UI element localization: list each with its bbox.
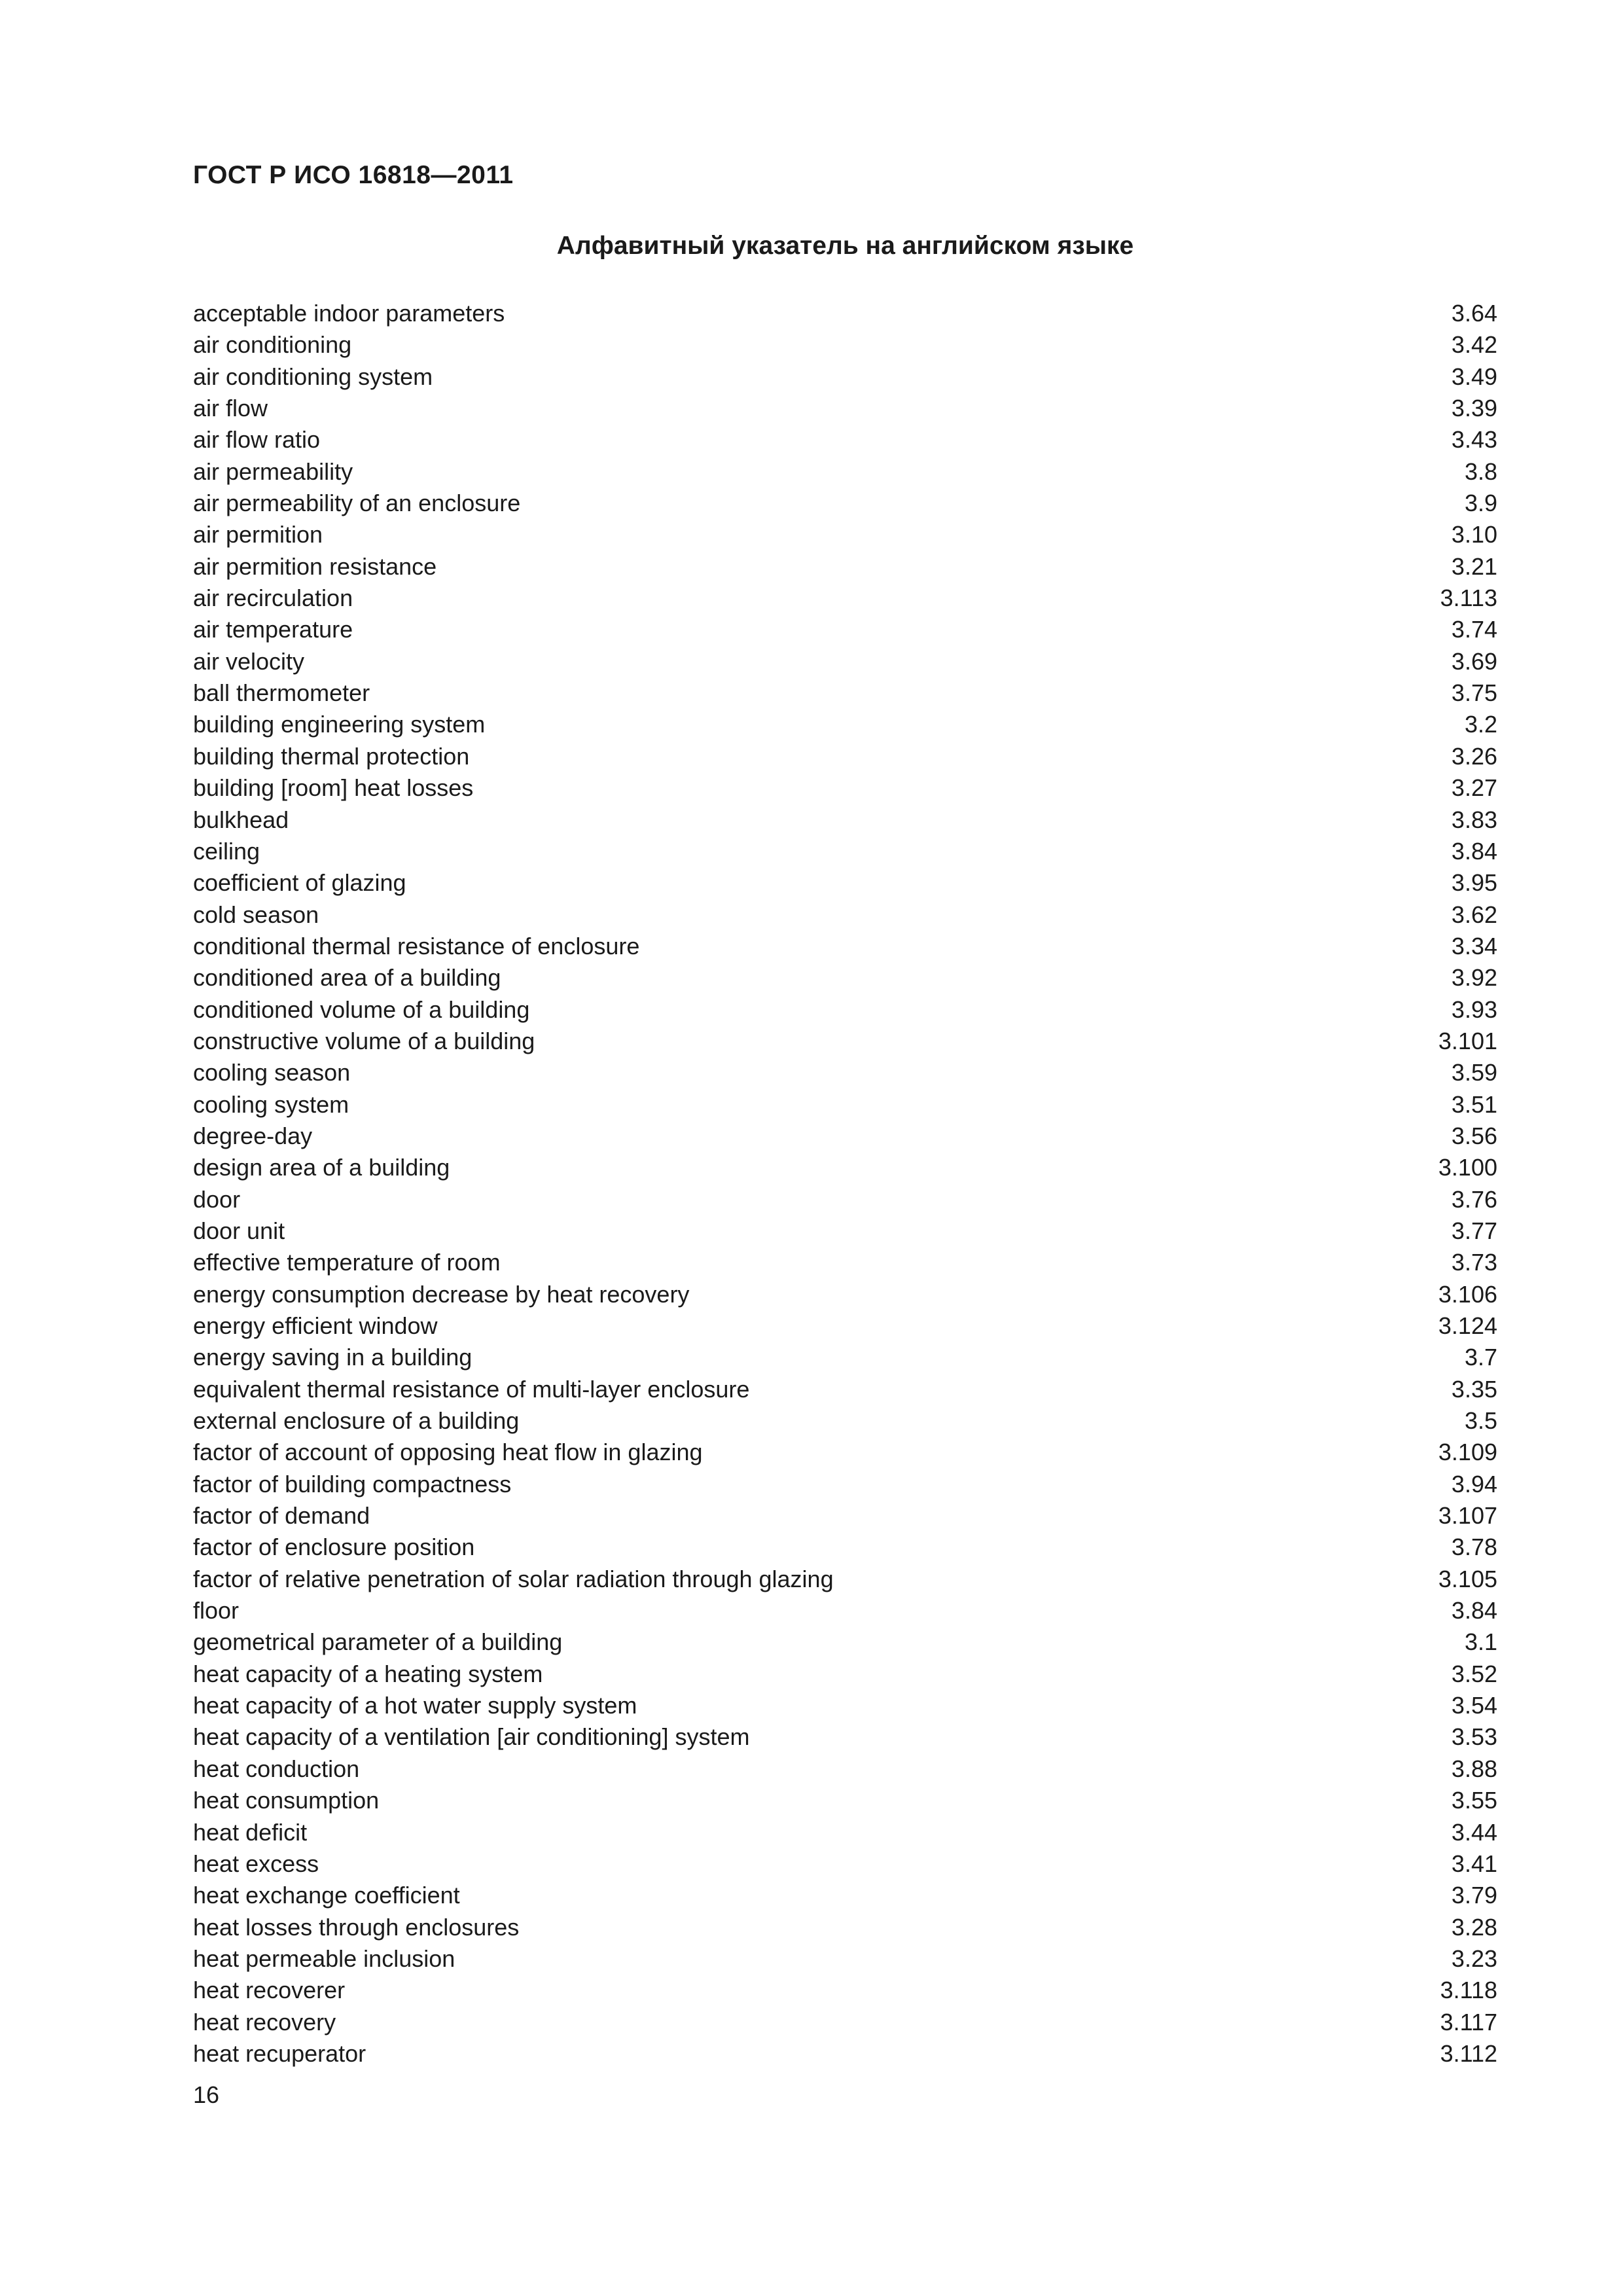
index-entry <box>193 1659 1497 1690</box>
index-term: cooling system <box>193 1090 349 1118</box>
index-entry <box>193 741 1497 772</box>
index-entry <box>193 424 1497 456</box>
index-term: heat capacity of a hot water supply system <box>193 1692 637 1719</box>
index-term: cold season <box>193 901 319 928</box>
index-term: heat losses through enclosures <box>193 1913 520 1941</box>
index-reference: 3.105 <box>1438 1565 1497 1592</box>
index-reference: 3.113 <box>1440 584 1497 612</box>
index-entry <box>193 1975 1497 2006</box>
index-entry <box>193 994 1497 1026</box>
index-entry <box>193 1785 1497 1816</box>
index-entry <box>193 931 1497 962</box>
index-reference: 3.75 <box>1451 679 1497 707</box>
index-reference: 3.55 <box>1451 1787 1497 1814</box>
index-reference: 3.41 <box>1451 1850 1497 1877</box>
index-reference: 3.62 <box>1451 901 1497 928</box>
index-term: design area of a building <box>193 1154 450 1181</box>
index-entry <box>193 1848 1497 1880</box>
index-term: ceiling <box>193 837 260 865</box>
index-reference: 3.49 <box>1451 363 1497 390</box>
standard-designation: ГОСТ Р ИСО 16818—2011 <box>193 161 514 189</box>
index-term: floor <box>193 1597 240 1624</box>
index-entry <box>193 899 1497 931</box>
index-term: energy efficient window <box>193 1312 438 1339</box>
index-term: heat recoverer <box>193 1977 346 2004</box>
index-term: air conditioning <box>193 331 352 359</box>
index-entry <box>193 1279 1497 1310</box>
index-entry <box>193 1089 1497 1121</box>
index-entry <box>193 1437 1497 1468</box>
index-entry <box>193 1184 1497 1215</box>
index-entry <box>193 1721 1497 1753</box>
index-reference: 3.64 <box>1451 300 1497 327</box>
index-entry <box>193 867 1497 899</box>
index-reference: 3.34 <box>1451 932 1497 960</box>
index-reference: 3.79 <box>1451 1882 1497 1909</box>
index-entry <box>193 1342 1497 1373</box>
index-reference: 3.88 <box>1451 1755 1497 1782</box>
index-reference: 3.53 <box>1451 1723 1497 1751</box>
index-term: cooling season <box>193 1059 351 1086</box>
index-term: heat capacity of a heating system <box>193 1660 543 1687</box>
index-reference: 3.84 <box>1451 837 1497 865</box>
index-reference: 3.28 <box>1451 1913 1497 1941</box>
index-term: building thermal protection <box>193 742 470 770</box>
index-entry <box>193 2007 1497 2038</box>
index-term: building engineering system <box>193 711 486 738</box>
index-entry <box>193 1121 1497 1152</box>
index-entry <box>193 614 1497 645</box>
index-entry <box>193 1595 1497 1626</box>
index-term: energy saving in a building <box>193 1344 473 1371</box>
index-entry <box>193 1500 1497 1532</box>
index-reference: 3.74 <box>1451 616 1497 643</box>
index-reference: 3.109 <box>1438 1439 1497 1466</box>
index-entry <box>193 1532 1497 1563</box>
index-entry <box>193 1753 1497 1785</box>
index-reference: 3.76 <box>1451 1185 1497 1213</box>
index-entry <box>193 1215 1497 1247</box>
page-number: 16 <box>193 2081 220 2108</box>
index-entry <box>193 709 1497 740</box>
index-entry <box>193 1247 1497 1278</box>
index-reference: 3.107 <box>1438 1502 1497 1530</box>
index-reference: 3.112 <box>1440 2039 1497 2067</box>
index-term: air temperature <box>193 616 353 643</box>
index-reference: 3.35 <box>1451 1375 1497 1403</box>
index-term: factor of enclosure position <box>193 1534 475 1561</box>
index-entry <box>193 1943 1497 1975</box>
index-entry <box>193 329 1497 361</box>
index-term: air permeability <box>193 457 353 485</box>
index-term: door unit <box>193 1217 285 1244</box>
index-reference: 3.69 <box>1451 647 1497 675</box>
index-term: air permition resistance <box>193 552 437 580</box>
index-entry <box>193 519 1497 550</box>
index-reference: 3.43 <box>1451 426 1497 454</box>
index-reference: 3.44 <box>1451 1818 1497 1846</box>
index-reference: 3.92 <box>1451 964 1497 992</box>
index-term: door <box>193 1185 241 1213</box>
index-term: heat recovery <box>193 2008 336 2036</box>
index-entry <box>193 646 1497 677</box>
index-entry <box>193 2038 1497 2070</box>
index-entry <box>193 583 1497 614</box>
index-term: conditional thermal resistance of enclosure <box>193 932 640 960</box>
index-entry <box>193 1026 1497 1057</box>
index-term: heat conduction <box>193 1755 360 1782</box>
index-entry <box>193 1880 1497 1911</box>
index-entry <box>193 488 1497 519</box>
index-term: energy consumption decrease by heat recovery <box>193 1280 690 1308</box>
alphabetical-index <box>193 298 1497 2070</box>
index-term: factor of demand <box>193 1502 370 1530</box>
index-reference: 3.9 <box>1464 490 1497 517</box>
index-entry <box>193 393 1497 424</box>
index-term: factor of building compactness <box>193 1470 512 1498</box>
index-term: conditioned area of a building <box>193 964 501 992</box>
index-entry <box>193 1469 1497 1500</box>
index-reference: 3.124 <box>1438 1312 1497 1339</box>
index-term: air recirculation <box>193 584 353 612</box>
index-entry <box>193 361 1497 393</box>
index-reference: 3.93 <box>1451 996 1497 1023</box>
index-term: factor of account of opposing heat flow in glazing <box>193 1439 703 1466</box>
index-entry <box>193 456 1497 488</box>
index-term: constructive volume of a building <box>193 1027 535 1054</box>
index-reference: 3.78 <box>1451 1534 1497 1561</box>
index-term: heat excess <box>193 1850 319 1877</box>
index-reference: 3.39 <box>1451 395 1497 422</box>
index-entry <box>193 1817 1497 1848</box>
index-reference: 3.100 <box>1438 1154 1497 1181</box>
index-reference: 3.84 <box>1451 1597 1497 1624</box>
index-reference: 3.51 <box>1451 1090 1497 1118</box>
index-term: equivalent thermal resistance of multi-layer enclosure <box>193 1375 750 1403</box>
index-entry <box>193 1564 1497 1595</box>
index-term: heat deficit <box>193 1818 308 1846</box>
index-entry <box>193 1405 1497 1437</box>
index-term: coefficient of glazing <box>193 869 406 897</box>
index-term: air flow <box>193 395 268 422</box>
index-term: degree-day <box>193 1122 313 1149</box>
index-reference: 3.106 <box>1438 1280 1497 1308</box>
index-term: air permeability of an enclosure <box>193 490 521 517</box>
index-term: factor of relative penetration of solar radiation through glazing <box>193 1565 834 1592</box>
index-reference: 3.2 <box>1464 711 1497 738</box>
index-term: heat exchange coefficient <box>193 1882 460 1909</box>
index-term: heat recuperator <box>193 2039 366 2067</box>
index-term: heat capacity of a ventilation [air conditioning] system <box>193 1723 750 1751</box>
index-reference: 3.8 <box>1464 457 1497 485</box>
index-reference: 3.52 <box>1451 1660 1497 1687</box>
index-term: air permition <box>193 521 323 548</box>
index-reference: 3.21 <box>1451 552 1497 580</box>
index-entry <box>193 962 1497 994</box>
index-reference: 3.26 <box>1451 742 1497 770</box>
index-term: air velocity <box>193 647 305 675</box>
index-reference: 3.5 <box>1464 1407 1497 1435</box>
index-reference: 3.27 <box>1451 774 1497 802</box>
index-reference: 3.42 <box>1451 331 1497 359</box>
index-reference: 3.23 <box>1451 1945 1497 1972</box>
index-reference: 3.118 <box>1440 1977 1497 2004</box>
section-title: Алфавитный указатель на английском языке <box>556 232 1134 260</box>
index-entry <box>193 772 1497 804</box>
index-reference: 3.77 <box>1451 1217 1497 1244</box>
index-reference: 3.95 <box>1451 869 1497 897</box>
index-entry <box>193 1310 1497 1342</box>
index-entry <box>193 1912 1497 1943</box>
index-entry <box>193 551 1497 583</box>
index-entry <box>193 1626 1497 1658</box>
index-term: air conditioning system <box>193 363 433 390</box>
index-entry <box>193 1374 1497 1405</box>
index-reference: 3.59 <box>1451 1059 1497 1086</box>
index-entry <box>193 1057 1497 1088</box>
index-term: external enclosure of a building <box>193 1407 520 1435</box>
index-term: heat consumption <box>193 1787 380 1814</box>
index-reference: 3.101 <box>1438 1027 1497 1054</box>
index-reference: 3.54 <box>1451 1692 1497 1719</box>
index-term: effective temperature of room <box>193 1249 501 1276</box>
index-reference: 3.83 <box>1451 806 1497 833</box>
index-reference: 3.117 <box>1440 2008 1497 2036</box>
index-term: air flow ratio <box>193 426 321 454</box>
index-entry <box>193 298 1497 329</box>
index-term: conditioned volume of a building <box>193 996 530 1023</box>
index-term: geometrical parameter of a building <box>193 1628 563 1656</box>
index-reference: 3.94 <box>1451 1470 1497 1498</box>
index-reference: 3.7 <box>1464 1344 1497 1371</box>
index-term: ball thermometer <box>193 679 370 707</box>
index-reference: 3.56 <box>1451 1122 1497 1149</box>
index-entry <box>193 1690 1497 1721</box>
index-reference: 3.1 <box>1464 1628 1497 1656</box>
index-term: acceptable indoor parameters <box>193 300 505 327</box>
index-entry <box>193 677 1497 709</box>
index-term: bulkhead <box>193 806 289 833</box>
index-term: building [room] heat losses <box>193 774 474 802</box>
index-entry <box>193 804 1497 836</box>
index-term: heat permeable inclusion <box>193 1945 455 1972</box>
index-entry <box>193 836 1497 867</box>
index-entry <box>193 1152 1497 1183</box>
index-reference: 3.10 <box>1451 521 1497 548</box>
index-reference: 3.73 <box>1451 1249 1497 1276</box>
